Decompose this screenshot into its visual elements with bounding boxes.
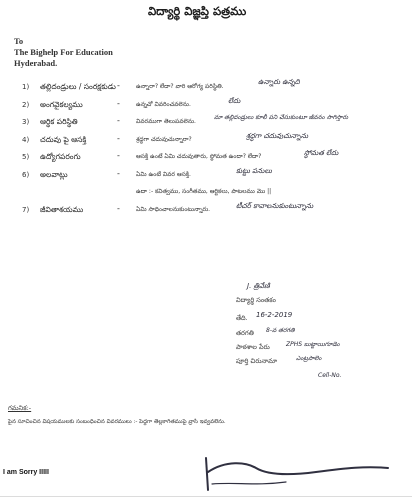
field-label-life-goal: జీవితాశయము: [40, 205, 84, 214]
answer-career: స్థోమత లేదు: [304, 149, 339, 157]
page-bottom-edge: [0, 496, 412, 497]
field-number: 1): [22, 83, 30, 91]
footer-stamp-text: I am Sorry IIIII: [3, 469, 49, 476]
field-label-financial: ఆర్థిక పరిస్థితి: [40, 117, 78, 126]
student-name: J. త్రివేణి: [247, 282, 270, 290]
field-number: 5): [22, 153, 30, 161]
school-value: ZPHS బుట్టాయిగూడెం: [286, 341, 340, 348]
answer-disability: లేదు: [228, 97, 241, 105]
address-label: పూర్తి చిరునామా: [236, 357, 278, 365]
student-signature-label: విద్యార్థి సంతకం: [236, 296, 276, 304]
field-number: 3): [22, 118, 30, 126]
field-question-financial: వివరముగా తెలుపవలెను.: [136, 118, 196, 125]
field-question-life-goal: ఏమి సాధించాలనుకుంటున్నారు.: [136, 206, 211, 213]
handwritten-signature: [196, 452, 396, 498]
note-text: పైన సూచించిన విషయములకు సంబంధించిన వివరములు :- పెద్దగా తెల్లకాగితముపై వ్రాసి ఇవ్వవలెను.: [8, 419, 226, 425]
addressee-organization: The Bighelp For Education: [14, 47, 113, 57]
class-value: 8-వ తరగతి: [266, 327, 295, 334]
field-question-career: ఆసక్తి ఉంటే ఏమి చదువుతారు, స్థోమత ఉందా? లేదా?: [136, 153, 262, 160]
field-label-hobbies: అలవాట్లు: [40, 170, 68, 179]
field-dash: -: [117, 116, 120, 125]
field-label-career: ఉద్యోగపరంగు: [40, 152, 81, 161]
answer-life-goal: టీచర్ కావాలనుకుంటున్నాను: [236, 202, 314, 210]
field-dash: -: [117, 169, 120, 178]
date-value: 16-2-2019: [256, 311, 293, 319]
address-value: ఎంట్రపాలెం: [296, 355, 322, 362]
form-title: విద్యార్థి విజ్ఞప్తి పత్రము: [148, 4, 247, 18]
field-dash: -: [117, 134, 120, 143]
field-dash: -: [117, 81, 120, 90]
field-number: 4): [22, 136, 30, 144]
answer-hobbies: కుట్టు పనులు: [236, 167, 272, 175]
addressee-to: To: [14, 36, 24, 46]
note-heading: గమనిక:-: [8, 404, 32, 412]
answer-financial: మా తల్లిదండ్రులు కూలీ పని చేసుకుంటూ జీవనం సాగిస్తారు: [214, 114, 349, 121]
field-number: 6): [22, 171, 30, 179]
field-dash: -: [117, 204, 120, 213]
field-question-hobbies-example: ఉదా :- కవిత్వము, సంగీతము, ఆర్టికలు, పాటలము మొ ||: [136, 188, 272, 195]
field-label-parents: తల్లిదండ్రులు / సంరక్షకుడు: [40, 82, 116, 91]
addressee-city: Hyderabad.: [14, 58, 58, 68]
field-number: 2): [22, 101, 30, 109]
answer-study-interest: శ్రద్ధగా చదువుచున్నాను: [246, 132, 309, 140]
class-label: తరగతి: [236, 329, 254, 337]
field-question-parents: ఉన్నారా? లేదా? వారి ఆరోగ్య పరిస్థితి.: [136, 83, 224, 90]
field-label-study-interest: చదువు పై ఆసక్తి: [40, 135, 87, 144]
field-label-disability: అంగవైకల్యము: [40, 100, 83, 109]
field-question-disability: ఉన్నచో వివరించవలెను.: [136, 101, 191, 108]
date-label: తేది.: [236, 314, 248, 322]
field-dash: -: [117, 151, 120, 160]
answer-parents: ఉన్నారు ఉన్నది: [258, 78, 300, 86]
field-question-hobbies: ఏమి ఉంటే వివర ఆసక్తి.: [136, 171, 191, 178]
field-question-study-interest: శ్రద్ధగా చదువుచున్నారా?: [136, 136, 192, 143]
school-label: పాఠశాల పేరు: [236, 343, 270, 351]
field-number: 7): [22, 206, 30, 214]
cell-number-label: Cell-No.: [318, 372, 342, 379]
field-dash: -: [117, 99, 120, 108]
